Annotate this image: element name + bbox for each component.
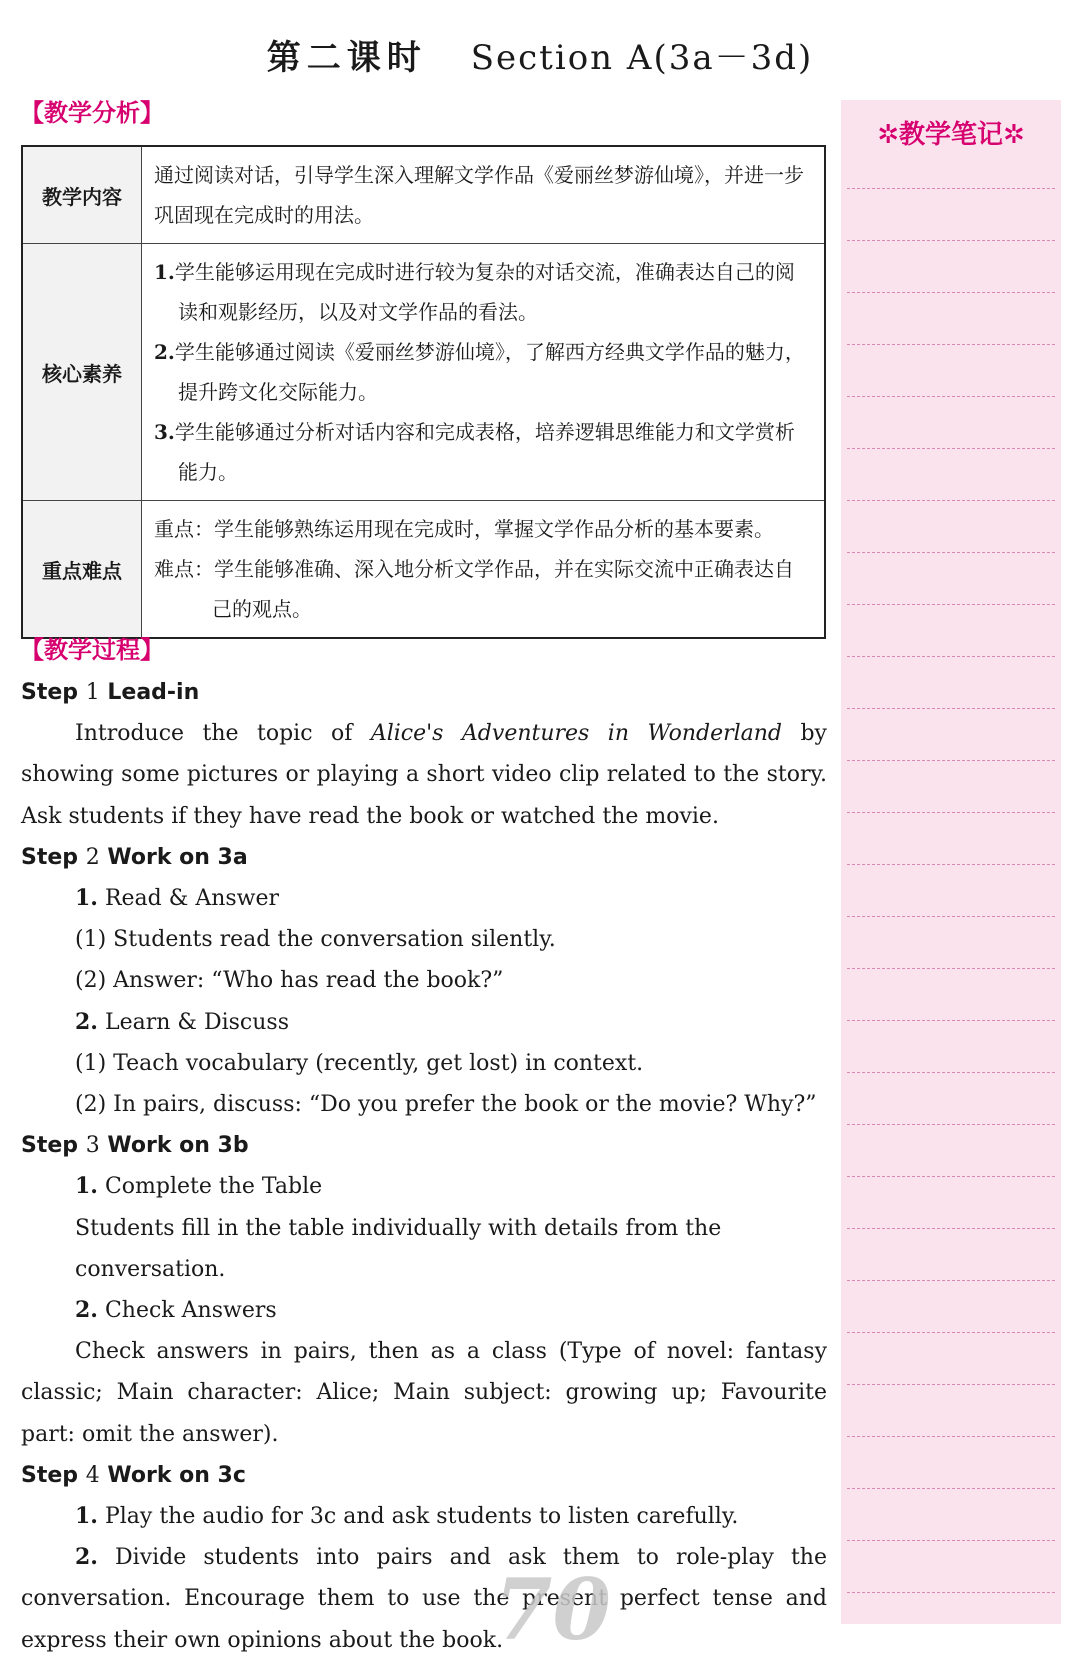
notes-panel: [841, 100, 1061, 1624]
item-text: Learn & Discuss: [104, 1009, 290, 1035]
step-number: 4: [85, 1462, 100, 1488]
list-item: [154, 412, 812, 492]
point-prefix: 难点：: [154, 557, 214, 581]
step-number: 3: [85, 1133, 100, 1159]
notes-line: [847, 344, 1055, 345]
book-title: Alice's Adventures in Wonderland: [370, 721, 783, 747]
text: by showing some pictures or playing a short video clip related to the story. Ask students if they have read the book or watched the movie.: [21, 721, 827, 829]
notes-line: [847, 1228, 1055, 1229]
step-word: Step: [21, 844, 79, 870]
notes-line: [847, 916, 1055, 917]
process-body: [21, 672, 827, 1661]
row-label-key: 重点难点: [22, 501, 142, 639]
list-item: [21, 1290, 827, 1331]
core-list: [142, 244, 826, 501]
row-text-content: 通过阅读对话，引导学生深入理解文学作品《爱丽丝梦游仙境》，并进一步巩固现在完成时的用法。: [142, 146, 826, 244]
analysis-heading: 【教学分析】: [20, 99, 164, 127]
item-text: 学生能够通过阅读《爱丽丝梦游仙境》，了解西方经典文学作品的魅力，提升跨文化交际能力。: [174, 340, 805, 404]
item-number: 2.: [75, 1297, 98, 1324]
table-row: [22, 244, 825, 501]
item-text: Check Answers: [104, 1298, 277, 1324]
list-item: [154, 509, 812, 549]
text: Introduce the topic of: [75, 721, 371, 747]
page-title: [0, 30, 1080, 79]
list-item: [21, 1166, 827, 1207]
notes-line: [847, 1176, 1055, 1177]
point-text: 学生能够熟练运用现在完成时，掌握文学作品分析的基本要素。: [214, 517, 774, 541]
list-item: [21, 878, 827, 919]
step-number: 1: [85, 680, 100, 705]
row-label-core: 核心素养: [22, 244, 142, 501]
process-heading: 【教学过程】: [20, 636, 164, 664]
notes-line: [847, 448, 1055, 449]
item-text: Divide students into pairs and ask them to role-play the conversation. Encourage them to use the present perfect tense and express their own opinions about the book.: [21, 1545, 827, 1653]
item-number: 1.: [75, 885, 98, 912]
page-number: 70: [494, 1560, 611, 1659]
list-item: [154, 332, 812, 412]
notes-line: [847, 1280, 1055, 1281]
notes-line: [847, 240, 1055, 241]
step-heading: [21, 837, 827, 878]
item-number: 1.: [75, 1503, 98, 1530]
notes-line: [847, 1124, 1055, 1125]
notes-line: [847, 1592, 1055, 1593]
analysis-table: [21, 145, 826, 639]
notes-line: [847, 552, 1055, 553]
step-title: Lead-in: [107, 680, 200, 705]
paragraph: [21, 713, 827, 837]
step-heading: [21, 1125, 827, 1166]
notes-line: [847, 812, 1055, 813]
notes-line: [847, 1436, 1055, 1437]
step-word: Step: [21, 680, 79, 705]
step-heading: [21, 672, 827, 713]
paragraph: Check answers in pairs, then as a class (Type of novel: fantasy classic; Main character: Alice; Main subject: growing up; Favourite part: omit the answer).: [21, 1339, 827, 1447]
notes-line: [847, 968, 1055, 969]
item-number: 2.: [75, 1544, 98, 1571]
step-title: Work on 3a: [107, 844, 248, 870]
list-item: Students fill in the table individually with details from the conversation.: [75, 1215, 722, 1282]
notes-line: [847, 188, 1055, 189]
item-text: 学生能够运用现在完成时进行较为复杂的对话交流，准确表达自己的阅读和观影经历，以及对文学作品的看法。: [174, 260, 795, 324]
notes-line: [847, 656, 1055, 657]
table-row: [22, 146, 825, 244]
list-item: [154, 549, 812, 629]
list-item: [154, 252, 812, 332]
point-prefix: 重点：: [154, 517, 214, 541]
item-text: Play the audio for 3c and ask students to listen carefully.: [104, 1504, 739, 1530]
item-number: 1.: [154, 260, 175, 284]
list-item: [21, 1496, 827, 1537]
list-item: [21, 1002, 827, 1043]
lesson-label: 第二课时: [266, 38, 427, 78]
notes-line: [847, 1072, 1055, 1073]
step-word: Step: [21, 1462, 79, 1488]
notes-line: [847, 292, 1055, 293]
notes-line: [847, 604, 1055, 605]
notes-line: [847, 1488, 1055, 1489]
step-number: 2: [85, 844, 100, 870]
list-item: (1) Teach vocabulary (recently, get lost) in context.: [75, 1050, 644, 1076]
list-item: (2) Answer: “Who has read the book?”: [75, 968, 504, 994]
notes-line: [847, 708, 1055, 709]
notes-line: [847, 864, 1055, 865]
item-number: 2.: [154, 340, 175, 364]
notes-line: [847, 1020, 1055, 1021]
section-label: Section A(3a－3d): [470, 38, 814, 78]
notes-line: [847, 500, 1055, 501]
step-title: Work on 3c: [107, 1462, 246, 1488]
notes-title: ✲教学笔记✲: [877, 120, 1025, 150]
point-text: 学生能够准确、深入地分析文学作品，并在实际交流中正确表达自己的观点。: [212, 557, 794, 621]
item-number: 3.: [154, 420, 175, 444]
item-number: 1.: [75, 1173, 98, 1200]
item-text: 学生能够通过分析对话内容和完成表格，培养逻辑思维能力和文学赏析能力。: [174, 420, 795, 484]
list-item: (2) In pairs, discuss: “Do you prefer the book or the movie? Why?”: [75, 1092, 817, 1118]
list-item: (1) Students read the conversation silently.: [75, 927, 556, 953]
notes-line: [847, 1332, 1055, 1333]
item-number: 2.: [75, 1008, 98, 1035]
step-heading: [21, 1455, 827, 1496]
notes-line: [847, 1540, 1055, 1541]
notes-line: [847, 760, 1055, 761]
paragraph: [21, 1537, 827, 1661]
row-label-content: 教学内容: [22, 146, 142, 244]
step-title: Work on 3b: [107, 1133, 249, 1159]
table-row: [22, 501, 825, 639]
notes-line: [847, 1384, 1055, 1385]
step-word: Step: [21, 1133, 79, 1159]
notes-line: [847, 396, 1055, 397]
item-text: Read & Answer: [104, 886, 280, 912]
key-list: [142, 501, 826, 639]
item-text: Complete the Table: [104, 1174, 323, 1200]
